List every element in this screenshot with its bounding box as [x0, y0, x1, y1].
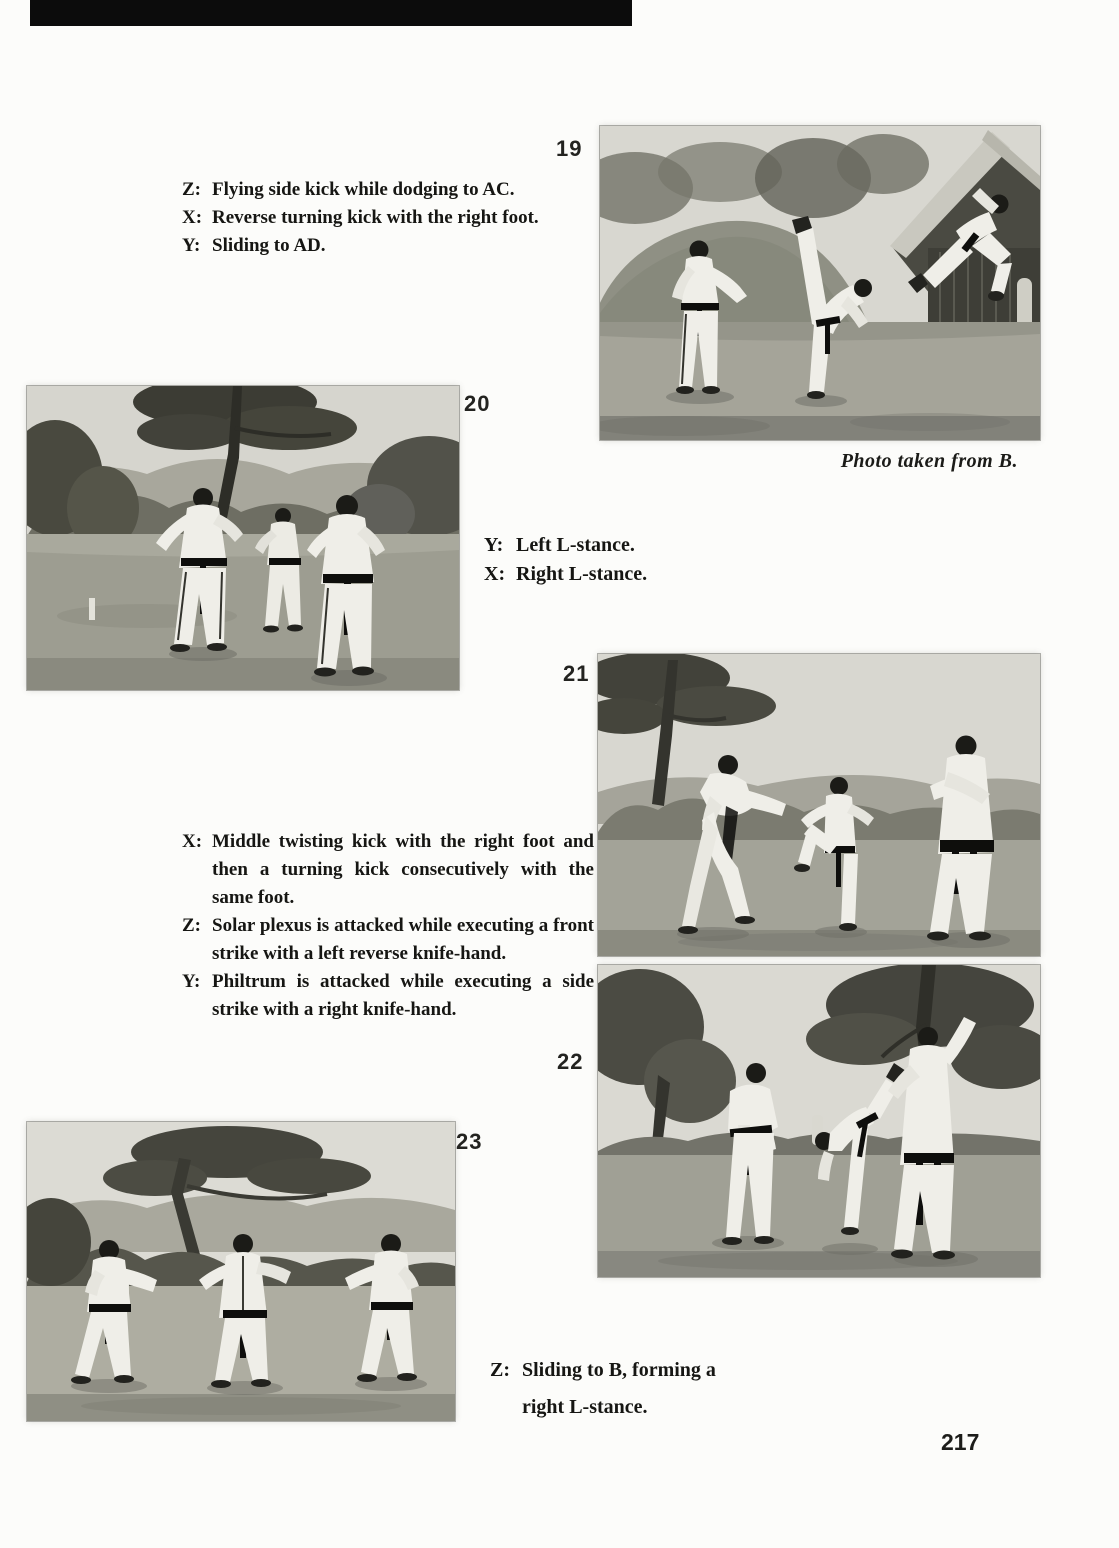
list-item — [484, 531, 754, 560]
scan-artifact-bar — [30, 0, 632, 26]
list-item — [182, 204, 572, 232]
instruction-block-4 — [490, 1352, 752, 1426]
page-number: 217 — [941, 1429, 980, 1455]
photo-21-image — [598, 654, 1040, 956]
item-key: Z: — [182, 179, 201, 200]
item-key: X: — [182, 831, 203, 852]
item-key: Y: — [182, 971, 201, 992]
photo-20-image — [27, 386, 459, 690]
photo-22 — [598, 965, 1040, 1277]
photo-19-caption: Photo taken from B. — [840, 450, 1018, 472]
photo-21 — [598, 654, 1040, 956]
instruction-block-1 — [182, 176, 572, 260]
list-item — [182, 176, 572, 204]
item-key: X: — [182, 207, 203, 228]
list-item — [484, 560, 754, 589]
item-text: Sliding to AD. — [212, 235, 326, 256]
figure-number-22: 22 — [557, 1049, 584, 1074]
photo-23-image — [27, 1122, 455, 1421]
item-text: Middle twisting kick with the right foot and then a turning kick consecutively with the same foot. — [212, 831, 594, 908]
instruction-block-3 — [182, 828, 594, 1024]
item-text: Solar plexus is attacked while executing a front strike with a left reverse knife-hand. — [212, 915, 594, 964]
item-text: Philtrum is attacked while executing a side strike with a right knife-hand. — [212, 971, 594, 1020]
item-key: Y: — [484, 534, 504, 556]
figure-number-21: 21 — [563, 661, 590, 686]
photo-20 — [27, 386, 459, 690]
item-key: Y: — [182, 235, 201, 256]
item-key: Z: — [182, 915, 201, 936]
photo-19-image — [600, 126, 1040, 440]
list-item — [182, 968, 594, 1024]
figure-number-20: 20 — [464, 391, 491, 416]
figure-number-23: 23 — [456, 1129, 483, 1154]
item-text: Flying side kick while dodging to AC. — [212, 179, 515, 200]
list-item — [182, 828, 594, 912]
photo-19 — [600, 126, 1040, 440]
item-key: X: — [484, 563, 506, 585]
item-text: Left L-stance. — [516, 534, 635, 556]
list-item — [182, 232, 572, 260]
list-item — [182, 912, 594, 968]
instruction-block-2 — [484, 531, 754, 589]
list-item — [490, 1352, 752, 1426]
item-text: Right L-stance. — [516, 563, 648, 585]
photo-23 — [27, 1122, 455, 1421]
photo-22-image — [598, 965, 1040, 1277]
item-text: Reverse turning kick with the right foot. — [212, 207, 539, 228]
figure-number-19: 19 — [556, 136, 583, 161]
item-text: Sliding to B, forming a right L-stance. — [522, 1359, 716, 1418]
item-key: Z: — [490, 1359, 510, 1381]
